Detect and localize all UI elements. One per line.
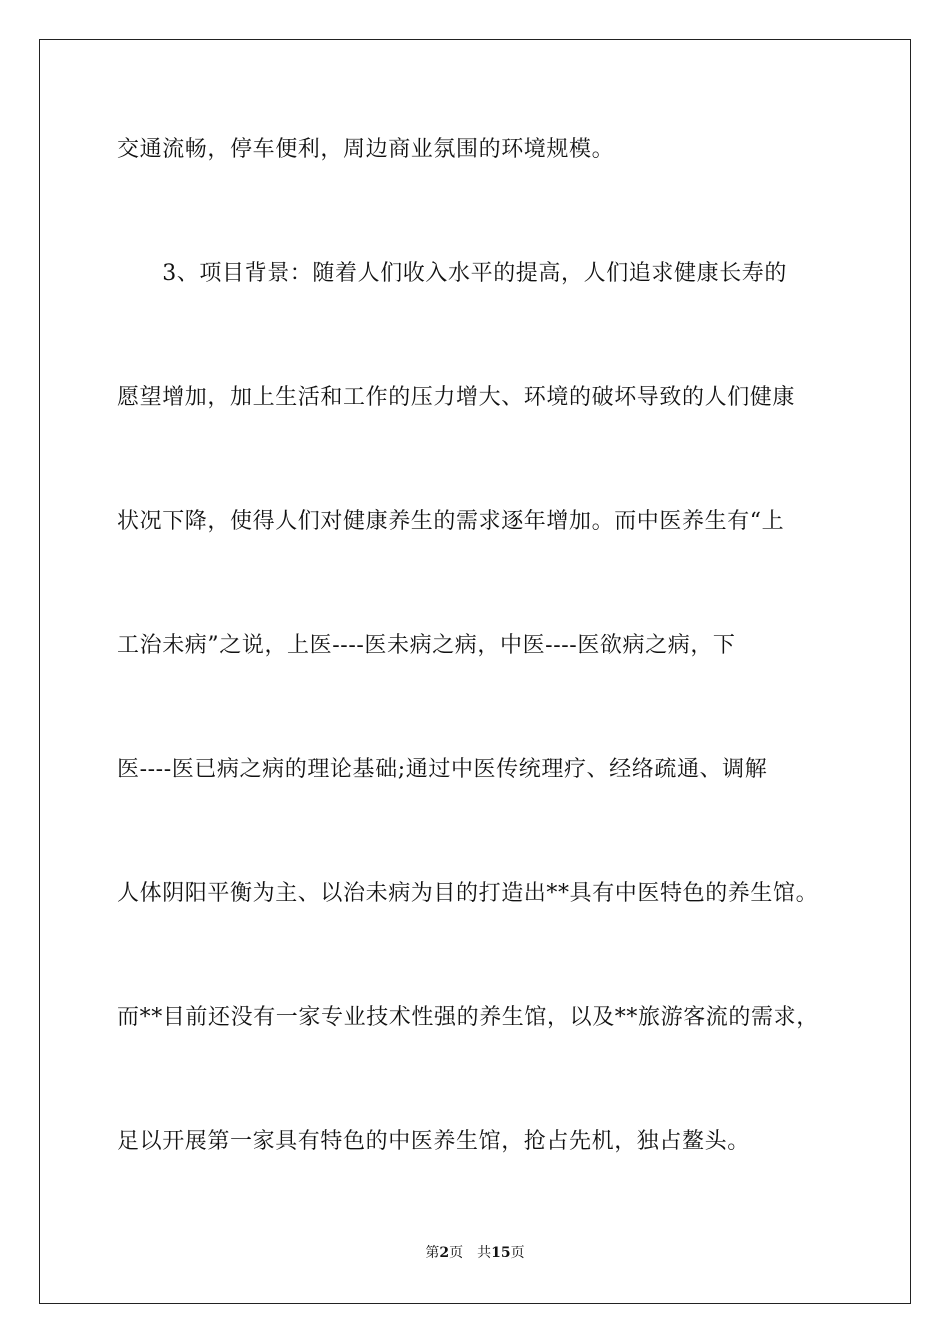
text-line-2: 3、项目背景：随着人们收入水平的提高，人们追求健康长寿的	[117, 261, 787, 286]
text-line-3: 愿望增加，加上生活和工作的压力增大、环境的破坏导致的人们健康	[117, 385, 796, 410]
text-line-8: 而**目前还没有一家专业技术性强的养生馆，以及**旅游客流的需求，	[117, 1005, 819, 1030]
footer-total-suffix: 页	[510, 1245, 525, 1261]
footer-total-pages: 15	[491, 1245, 511, 1261]
page-border	[39, 39, 911, 1304]
text-line-9: 足以开展第一家具有特色的中医养生馆，抢占先机，独占鳌头。	[117, 1129, 750, 1154]
text-line-6: 医----医已病之病的理论基础;通过中医传统理疗、经络疏通、调解	[117, 757, 768, 782]
text-line-5: 工治未病”之说，上医----医未病之病，中医----医欲病之病，下	[117, 633, 736, 658]
text-line-4: 状况下降，使得人们对健康养生的需求逐年增加。而中医养生有“上	[117, 509, 785, 534]
footer-page-number: 2	[439, 1245, 450, 1261]
text-line-7: 人体阴阳平衡为主、以治未病为目的打造出**具有中医特色的养生馆。	[117, 881, 819, 906]
footer-page-suffix: 页 共	[449, 1245, 492, 1261]
page-footer	[0, 1244, 950, 1262]
text-line-1: 交通流畅，停车便利，周边商业氛围的环境规模。	[117, 137, 615, 162]
footer-prefix: 第	[425, 1245, 440, 1261]
